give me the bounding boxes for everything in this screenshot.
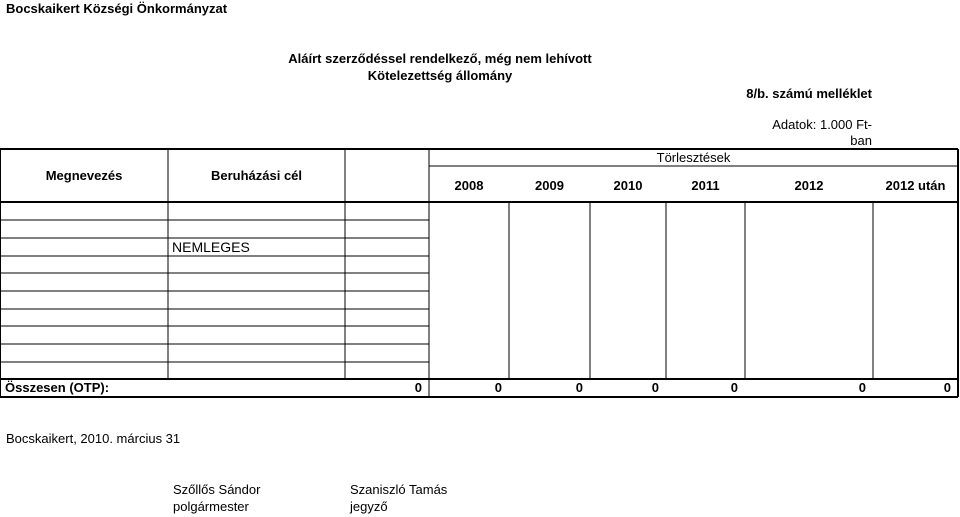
- year-header-2008: 2008: [454, 178, 484, 193]
- year-header-after-2012: 2012 után: [885, 178, 946, 193]
- year-header-2011: 2011: [691, 178, 720, 193]
- signer1-title: polgármester: [173, 499, 249, 514]
- total-value-after-2012: 0: [943, 380, 951, 395]
- column-group-header-repayments: Törlesztések: [656, 150, 731, 165]
- total-value-2012: 0: [858, 380, 866, 395]
- total-value-2009: 0: [575, 380, 583, 395]
- year-header-2012: 2012: [794, 178, 824, 193]
- organization-name: Bocskaikert Községi Önkormányzat: [6, 1, 228, 16]
- column-header-goal: Beruházási cél: [210, 168, 303, 183]
- document-title-line1: Aláírt szerződéssel rendelkező, még nem lehívott: [288, 51, 592, 66]
- document-title-line2: Kötelezettség állomány: [367, 68, 513, 83]
- total-value-sum: 0: [414, 380, 422, 395]
- year-header-2010: 2010: [613, 178, 643, 193]
- total-value-2011: 0: [730, 380, 738, 395]
- total-value-2010: 0: [651, 380, 659, 395]
- column-header-name: Megnevezés: [45, 168, 123, 183]
- signer2-name: Szaniszló Tamás: [350, 482, 448, 497]
- annex-label: 8/b. számú melléklet: [746, 86, 872, 101]
- year-header-2009: 2009: [535, 178, 564, 193]
- total-label: Összesen (OTP):: [5, 380, 110, 395]
- units-note-line2: ban: [850, 133, 872, 148]
- nil-entry: NEMLEGES: [172, 239, 250, 255]
- place-and-date: Bocskaikert, 2010. március 31: [6, 431, 181, 446]
- signer2-title: jegyző: [350, 499, 388, 514]
- signer1-name: Szőllős Sándor: [173, 482, 261, 497]
- total-value-2008: 0: [494, 380, 502, 395]
- units-note-line1: Adatok: 1.000 Ft-: [772, 117, 872, 132]
